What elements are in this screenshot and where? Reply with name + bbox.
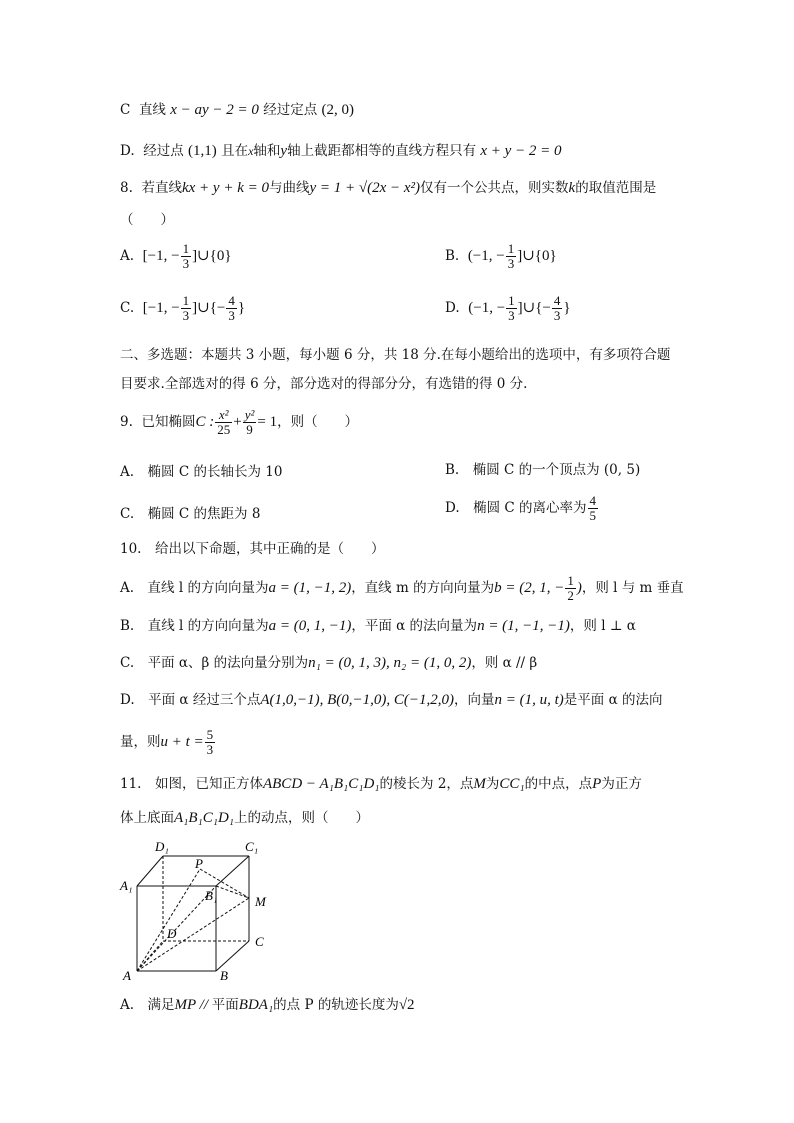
q9-option-b: B. 椭圆 C 的一个顶点为 (0, 5)	[445, 462, 641, 478]
question-11-cont: 体上底面A₁B₁C₁D₁上的动点，则（ ）	[120, 810, 370, 826]
label-B: B	[220, 968, 228, 983]
q9-option-c: C. 椭圆 C 的焦距为 8	[120, 506, 261, 522]
q8-option-c: C. [−1, − $\frac{1}{3}$ ]∪{− $\frac{4}{3}$ }	[120, 293, 246, 323]
label-A: A	[123, 968, 131, 983]
q8-option-b: B. (−1, − $\frac{1}{3}$ ]∪{0}	[445, 241, 557, 271]
label-B1: B₁	[205, 888, 218, 903]
q7-option-c: C 直线 x − ay − 2 = 0 经过定点 (2, 0)	[120, 102, 355, 118]
label-D1: D₁	[155, 839, 169, 854]
q9-option-a: A. 椭圆 C 的长轴长为 10	[120, 464, 283, 480]
label-A1: A₁	[120, 878, 133, 893]
question-10: 10. 给出以下命题，其中正确的是（ ）	[120, 541, 385, 557]
q10-option-c: C. 平面 α、β 的法向量分别为n₁ = (0, 1, 3), n₂ = (1, 0, 2)，则 α // β	[120, 655, 538, 671]
q10-option-d-cont: 量，则u + t = $\frac{5}{3}$	[120, 727, 214, 757]
label-C1: C₁	[245, 839, 259, 854]
label-C: C	[255, 934, 264, 949]
q10-option-b: B. 直线 l 的方向向量为a = (0, 1, −1)，平面 α 的法向量为n = (1, −1, −1)，则 l ⊥ α	[120, 618, 636, 634]
question-9: 9. 已知椭圆C : $\frac{\text{x²}}{25}$ + $\frac{\text{y²}}{9}$ = 1，则（ ）	[120, 407, 359, 437]
cube-figure	[115, 838, 285, 988]
q7-option-d: D. 经过点 (1,1) 且在x轴和y轴上截距都相等的直线方程只有 x + y − 2 = 0	[120, 143, 562, 159]
label-D: D	[167, 926, 177, 941]
label-M: M	[255, 894, 266, 909]
section-2-heading-cont: 目要求.全部选对的得 6 分，部分选对的得部分分，有选错的得 0 分.	[120, 376, 528, 392]
q11-option-a: A. 满足MP // 平面BDA₁的点 P 的轨迹长度为√2	[120, 997, 415, 1013]
section-2-heading: 二、多选题：本题共 3 小题，每小题 6 分，共 18 分.在每小题给出的选项中，有多项符合题	[120, 347, 671, 363]
q8-option-a: A. [−1, − $\frac{1}{3}$ ]∪{0}	[120, 241, 232, 271]
q9-option-d: D. 椭圆 C 的离心率为 $\frac{4}{5}$	[445, 493, 597, 523]
q10-option-d: D. 平面 α 经过三个点A(1,0,−1), B(0,−1,0), C(−1,2,0)，向量n = (1, u, t)是平面 α 的法向	[120, 692, 663, 708]
question-8-paren: （ ）	[120, 212, 174, 228]
label-P: P	[195, 856, 203, 871]
q8-option-d: D. (−1, − $\frac{1}{3}$ ]∪{− $\frac{4}{3}$ }	[445, 293, 571, 323]
question-11: 11. 如图，已知正方体ABCD − A₁B₁C₁D₁的棱长为 2，点M为CC₁的中点，点P为正方	[120, 776, 642, 792]
q10-option-a: A. 直线 l 的方向向量为a = (1, −1, 2)，直线 m 的方向向量为b = (2, 1, − $\frac{1}{2}$ )，则 l 与 m 垂直	[120, 573, 684, 603]
question-8: 8. 若直线kx + y + k = 0与曲线y = 1 + √(2x − x²)仅有一个公共点，则实数k的取值范围是	[120, 180, 657, 196]
